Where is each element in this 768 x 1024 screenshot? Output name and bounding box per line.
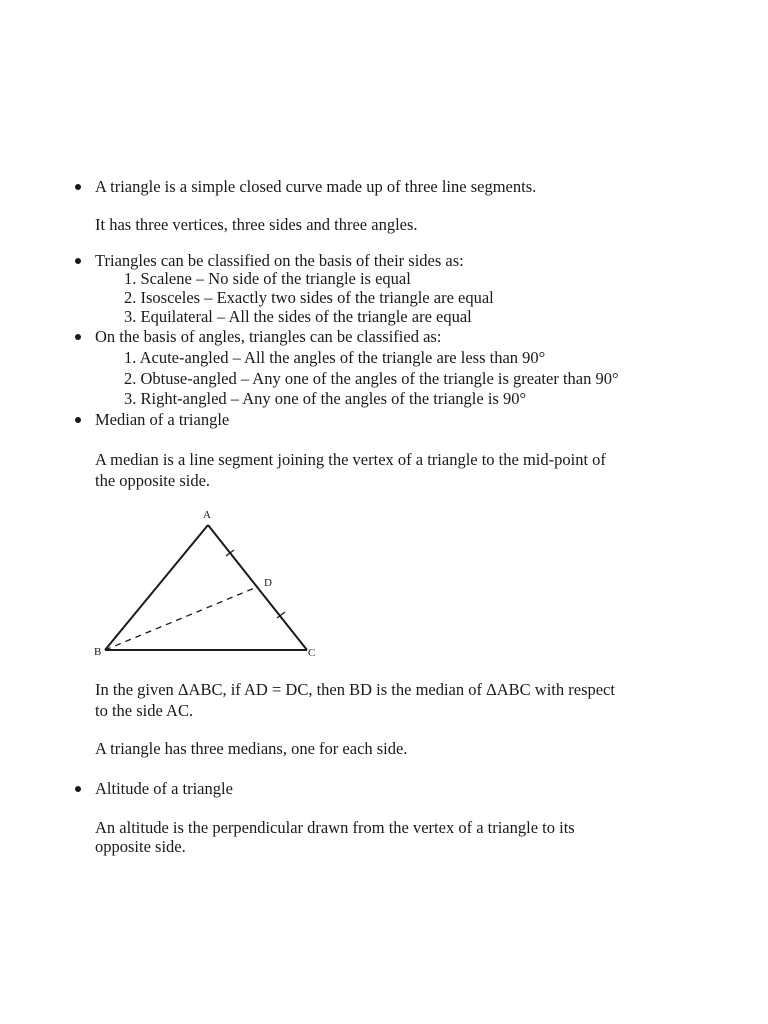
bullet-marker [75,417,81,423]
vertex-label-b: B [94,646,102,658]
sides-classification-heading: Triangles can be classified on the basis of their sides as: [95,251,464,270]
median-heading: Median of a triangle [95,410,230,429]
bullet-marker [75,258,81,264]
vertex-label-a: A [203,509,211,521]
median-definition-line2: the opposite side. [95,471,211,490]
bullet-marker [75,184,81,190]
median-bd [105,587,257,650]
angles-classification-heading: On the basis of angles, triangles can be classified as: [95,327,442,346]
altitude-definition-line1: An altitude is the perpendicular drawn from the vertex of a triangle to its [95,818,575,837]
sides-item-scalene: 1. Scalene – No side of the triangle is equal [124,269,411,288]
angles-item-right: 3. Right-angled – Any one of the angles of the triangle is 90° [124,389,527,408]
median-note: A triangle has three medians, one for each side. [95,739,408,758]
point-label-d: D [264,577,272,589]
side-ac [208,525,307,650]
triangle-properties: It has three vertices, three sides and three angles. [95,215,418,234]
vertex-label-c: C [308,647,316,659]
angles-item-obtuse: 2. Obtuse-angled – Any one of the angles of the triangle is greater than 90° [124,369,619,388]
bullet-marker [75,786,81,792]
median-triangle-figure [85,505,325,665]
altitude-heading: Altitude of a triangle [95,779,233,798]
side-ab [105,525,208,650]
altitude-definition-line2: opposite side. [95,837,186,856]
median-explanation-line1: In the given ΔABC, if AD = DC, then BD is the median of ΔABC with respect [95,680,615,699]
median-definition-line1: A median is a line segment joining the vertex of a triangle to the mid-point of [95,450,606,469]
sides-item-equilateral: 3. Equilateral – All the sides of the triangle are equal [124,307,472,326]
bullet-marker [75,334,81,340]
angles-item-acute: 1. Acute-angled – All the angles of the triangle are less than 90° [124,348,546,367]
sides-item-isosceles: 2. Isosceles – Exactly two sides of the triangle are equal [124,288,494,307]
triangle-definition: A triangle is a simple closed curve made up of three line segments. [95,177,537,196]
median-explanation-line2: to the side AC. [95,701,194,720]
